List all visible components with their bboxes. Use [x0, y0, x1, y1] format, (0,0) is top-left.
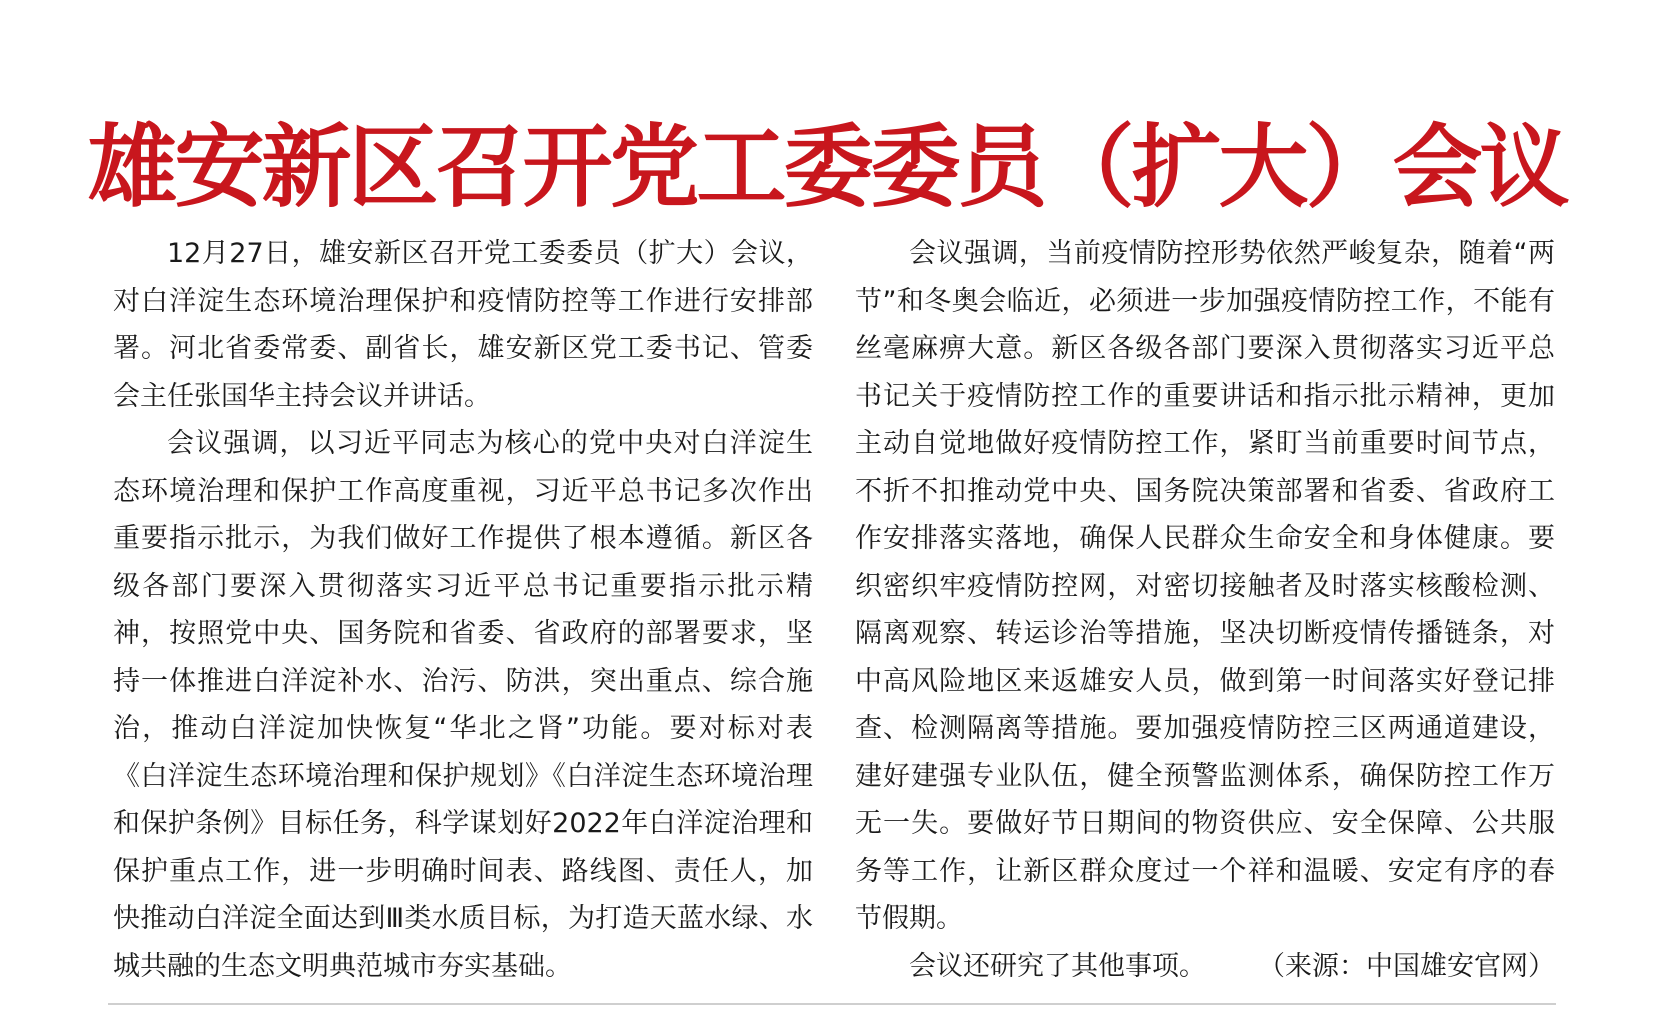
- paragraph-2: 会议强调，以习近平同志为核心的党中央对白洋淀生态环境治理和保护工作高度重视，习近平总书记多次作出重要指示批示，为我们做好工作提供了根本遵循。新区各级各部门要深入贯彻落实习近平总书记重要指示批示精神，按照党中央、国务院和省委、省政府的部署要求，坚持一体推进白洋淀补水、治污、防洪，突出重点、综合施治，推动白洋淀加快恢复“华北之肾”功能。要对标对表《白洋淀生态环境治理和保护规划》《白洋淀生态环境治理和保护条例》目标任务，科学谋划好2022年白洋淀治理和保护重点工作，进一步明确时间表、路线图、责任人，加快推动白洋淀全面达到Ⅲ类水质目标，为打造天蓝水绿、水城共融的生态文明典范城市夯实基础。: [113, 428, 813, 982]
- paragraph-1: 12月27日，雄安新区召开党工委委员（扩大）会议，对白洋淀生态环境治理保护和疫情防控等工作进行安排部署。河北省委常委、副省长，雄安新区党工委书记、管委会主任张国华主持会议并讲话。: [113, 238, 813, 412]
- source-credit: （来源：中国雄安官网）: [1258, 950, 1555, 982]
- right-column: [855, 230, 1555, 990]
- article-body: [113, 230, 1555, 990]
- closing-sentence: 会议还研究了其他事项。: [909, 950, 1206, 982]
- paragraph-3: 会议强调，当前疫情防控形势依然严峻复杂，随着“两节”和冬奥会临近，必须进一步加强疫情防控工作，不能有丝毫麻痹大意。新区各级各部门要深入贯彻落实习近平总书记关于疫情防控工作的重要讲话和指示批示精神，更加主动自觉地做好疫情防控工作，紧盯当前重要时间节点，不折不扣推动党中央、国务院决策部署和省委、省政府工作安排落实落地，确保人民群众生命安全和身体健康。要织密织牢疫情防控网，对密切接触者及时落实核酸检测、隔离观察、转运诊治等措施，坚决切断疫情传播链条，对中高风险地区来返雄安人员，做到第一时间落实好登记排查、检测隔离等措施。要加强疫情防控三区两通道建设，建好建强专业队伍，健全预警监测体系，确保防控工作万无一失。要做好节日期间的物资供应、安全保障、公共服务等工作，让新区群众度过一个祥和温暖、安定有序的春节假期。: [855, 238, 1555, 934]
- paragraph-4: [855, 943, 1555, 991]
- headline: 雄安新区召开党工委委员（扩大）会议: [87, 114, 1567, 221]
- left-column: [113, 230, 813, 990]
- bottom-divider: [108, 1003, 1556, 1005]
